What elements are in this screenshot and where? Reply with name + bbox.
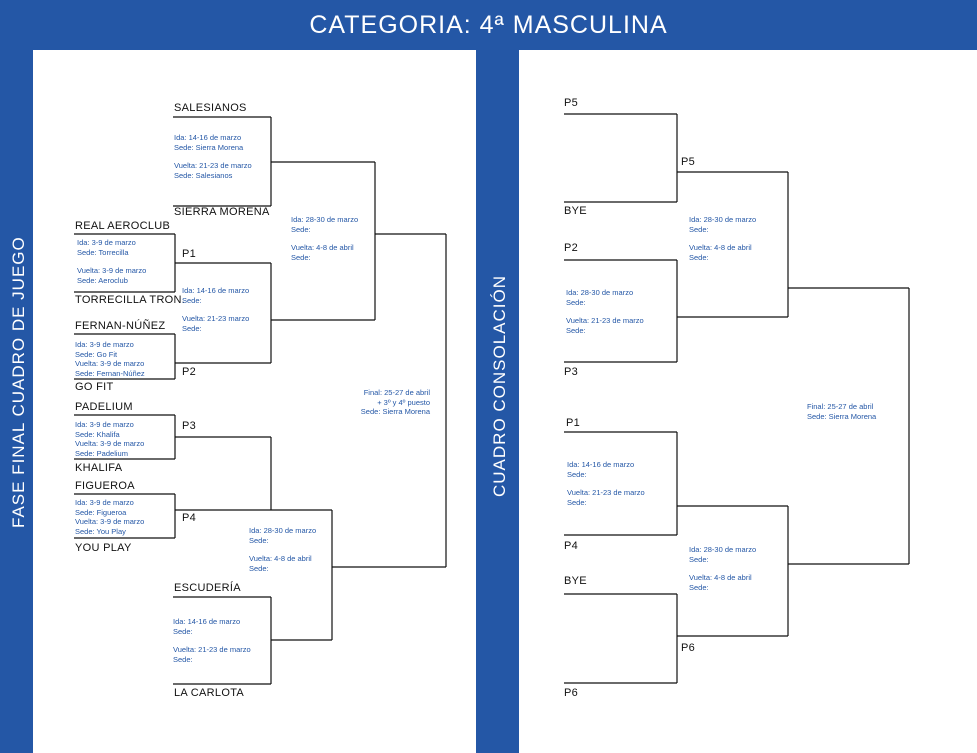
cons-p6: P6: [564, 687, 579, 699]
consolation-bracket-panel: [519, 50, 977, 753]
match-info-aeroclub: Ida: 3-9 de marzo Sede: Torrecilla Vuelta: 3-9 de marzo Sede: Aeroclub: [77, 238, 147, 285]
cons-p6-advance: P6: [681, 642, 696, 654]
match-info-final: Final: 25-27 de abril + 3º y 4º puesto Sede: Sierra Morena: [360, 388, 430, 417]
team-sierra-morena: SIERRA MORENA: [174, 206, 270, 218]
team-la-carlota: LA CARLOTA: [174, 687, 245, 699]
team-escuderia: ESCUDERÍA: [174, 582, 241, 594]
match-info-p1-p2: Ida: 14-16 de marzo Sede: Vuelta: 21-23 marzo Sede:: [182, 286, 250, 333]
match-info-escuderia: Ida: 14-16 de marzo Sede: Vuelta: 21-23 de marzo Sede:: [173, 617, 251, 664]
team-torrecilla: TORRECILLA TRON.: [75, 294, 186, 306]
placeholder-p2: P2: [182, 366, 197, 378]
cons-p1: P1: [566, 417, 581, 429]
cons-info-p2-p3: Ida: 28-30 de marzo Sede: Vuelta: 21-23 de marzo Sede:: [566, 288, 644, 335]
team-fernan-nunez: FERNAN-NÚÑEZ: [75, 320, 166, 332]
placeholder-p4: P4: [182, 512, 197, 524]
cons-info-semi-bottom: Ida: 28-30 de marzo Sede: Vuelta: 4-8 de abril Sede:: [689, 545, 757, 592]
match-info-padelium: Ida: 3-9 de marzo Sede: Khalifa Vuelta: 3-9 de marzo Sede: Padelium: [75, 420, 145, 458]
cons-bye-bottom: BYE: [564, 575, 587, 587]
page-title: CATEGORIA: 4ª MASCULINA: [309, 11, 668, 39]
team-real-aeroclub: REAL AEROCLUB: [75, 220, 171, 232]
match-info-semi-bottom: Ida: 28-30 de marzo Sede: Vuelta: 4-8 de abril Sede:: [249, 526, 317, 573]
cons-p5-advance: P5: [681, 156, 696, 168]
placeholder-p1: P1: [182, 248, 197, 260]
match-info-semi-top: Ida: 28-30 de marzo Sede: Vuelta: 4-8 de abril Sede:: [291, 215, 359, 262]
cons-p5: P5: [564, 97, 579, 109]
side-label-main: FASE FINAL CUADRO DE JUEGO: [9, 236, 28, 528]
match-info-salesianos: Ida: 14-16 de marzo Sede: Sierra Morena Vuelta: 21-23 de marzo Sede: Salesianos: [174, 133, 252, 180]
cons-p4: P4: [564, 540, 579, 552]
side-label-consolation: CUADRO CONSOLACIÓN: [490, 274, 509, 497]
match-info-fernan: Ida: 3-9 de marzo Sede: Go Fit Vuelta: 3-9 de marzo Sede: Fernan-Núñez: [75, 340, 145, 378]
team-go-fit: GO FIT: [75, 381, 114, 393]
match-info-figueroa: Ida: 3-9 de marzo Sede: Figueroa Vuelta: 3-9 de marzo Sede: You Play: [75, 498, 145, 536]
team-khalifa: KHALIFA: [75, 462, 123, 474]
cons-info-p1-p4: Ida: 14-16 de marzo Sede: Vuelta: 21-23 de marzo Sede:: [567, 460, 645, 507]
cons-info-semi-top: Ida: 28-30 de marzo Sede: Vuelta: 4-8 de abril Sede:: [689, 215, 757, 262]
cons-bye-top: BYE: [564, 205, 587, 217]
team-padelium: PADELIUM: [75, 401, 133, 413]
cons-info-final: Final: 25-27 de abril Sede: Sierra Morena: [807, 402, 877, 421]
cons-p3: P3: [564, 366, 579, 378]
cons-p2: P2: [564, 242, 579, 254]
placeholder-p3: P3: [182, 420, 197, 432]
team-figueroa: FIGUEROA: [75, 480, 135, 492]
team-you-play: YOU PLAY: [75, 542, 132, 554]
team-salesianos: SALESIANOS: [174, 102, 247, 114]
